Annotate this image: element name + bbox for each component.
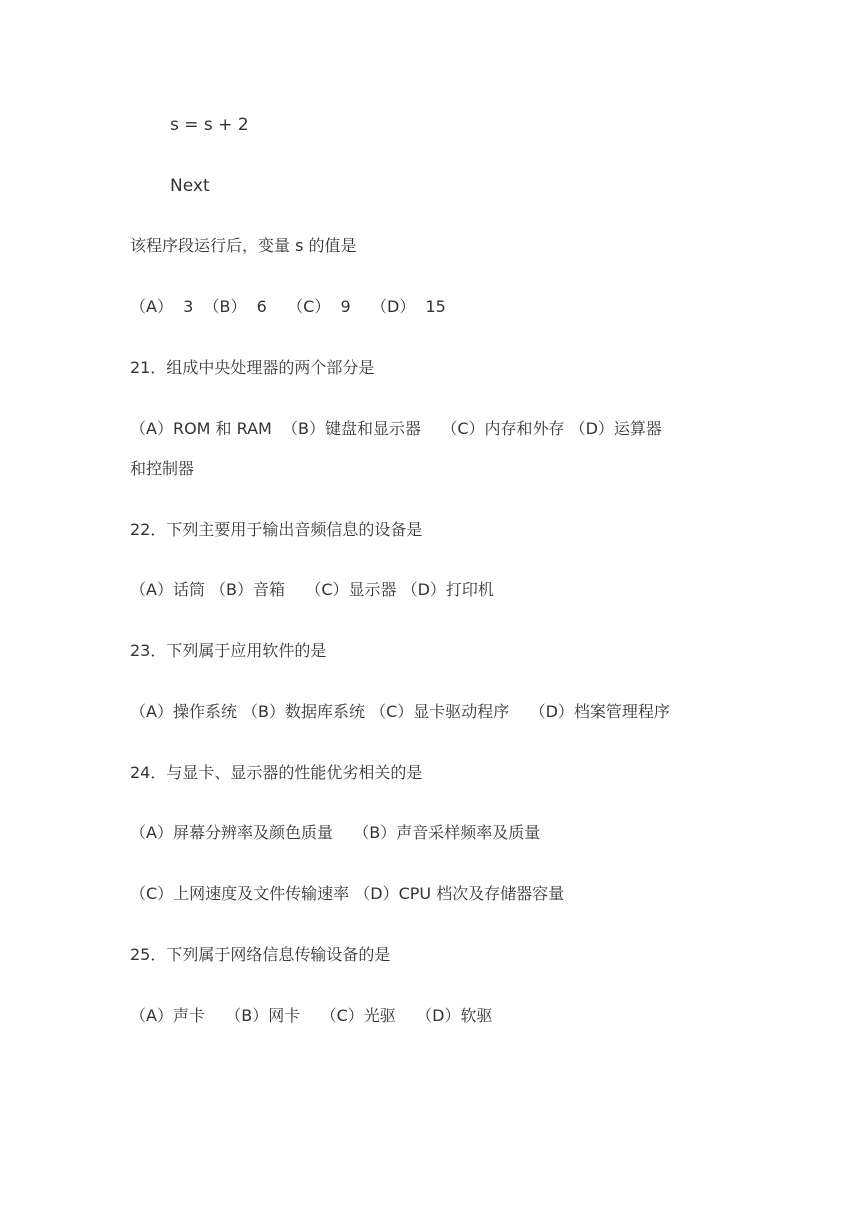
question-23-stem: 23．下列属于应用软件的是 bbox=[130, 641, 327, 660]
question-20-options: （A） 3 （B） 6 （C） 9 （D） 15 bbox=[130, 297, 446, 316]
question-24-options: （A）屏幕分辨率及颜色质量 （B）声音采样频率及质量 bbox=[130, 823, 541, 842]
question-24-stem: 24．与显卡、显示器的性能优劣相关的是 bbox=[130, 763, 423, 782]
question-21-stem: 21．组成中央处理器的两个部分是 bbox=[130, 358, 375, 377]
question-22-options: （A）话筒 （B）音箱 （C）显示器 （D）打印机 bbox=[130, 580, 494, 599]
code-line-assignment: s = s + 2 bbox=[170, 115, 249, 135]
question-24-options-continued: （C）上网速度及文件传输速率 （D）CPU 档次及存储器容量 bbox=[130, 884, 565, 903]
question-20-stem: 该程序段运行后，变量 s 的值是 bbox=[130, 236, 357, 255]
question-22-stem: 22．下列主要用于输出音频信息的设备是 bbox=[130, 520, 423, 539]
question-25-options: （A）声卡 （B）网卡 （C）光驱 （D）软驱 bbox=[130, 1006, 493, 1025]
question-21-options-continued: 和控制器 bbox=[130, 459, 195, 478]
code-line-next: Next bbox=[170, 176, 210, 196]
question-21-options: （A）ROM 和 RAM （B）键盘和显示器 （C）内存和外存 （D）运算器 bbox=[130, 419, 662, 438]
question-23-options: （A）操作系统 （B）数据库系统 （C）显卡驱动程序 （D）档案管理程序 bbox=[130, 702, 670, 721]
question-25-stem: 25．下列属于网络信息传输设备的是 bbox=[130, 945, 391, 964]
